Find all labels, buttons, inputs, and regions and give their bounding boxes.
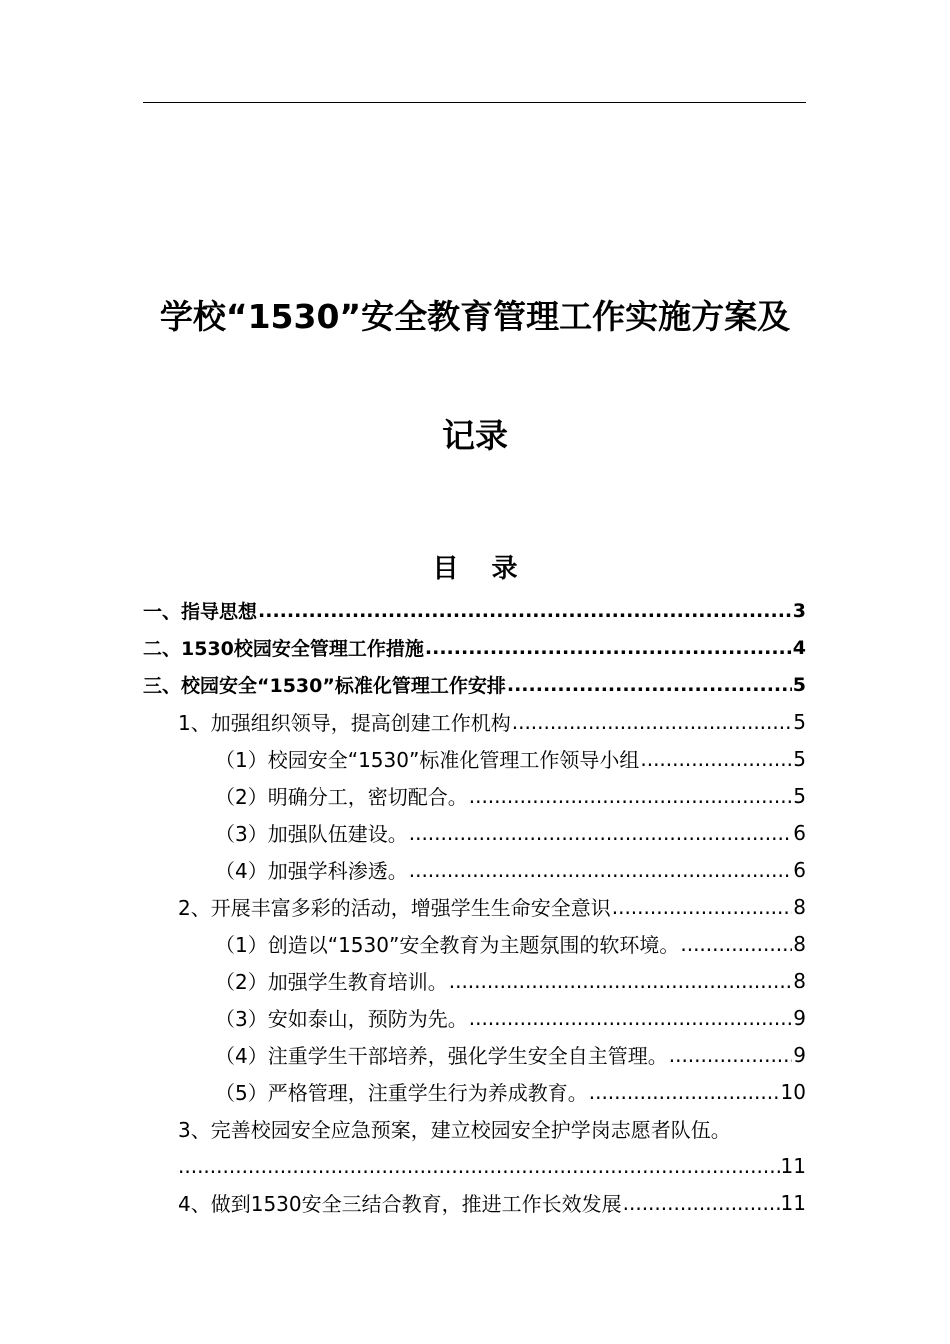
toc-entry-page: 8 bbox=[793, 894, 806, 919]
toc-leader-dots bbox=[612, 895, 793, 919]
toc-leader-dots bbox=[469, 1006, 793, 1030]
toc-entry-wrapped-line-1[interactable] bbox=[143, 1110, 806, 1147]
toc-entry[interactable] bbox=[143, 592, 806, 629]
toc-leader-dots bbox=[507, 674, 792, 696]
toc-leader-dots bbox=[623, 1191, 780, 1215]
toc-leader-dots bbox=[469, 784, 793, 808]
toc-entry-page: 9 bbox=[793, 1042, 806, 1067]
toc-leader-dots bbox=[640, 747, 792, 771]
toc-leader-dots bbox=[512, 710, 793, 734]
toc-entry[interactable] bbox=[143, 999, 806, 1036]
toc-entry[interactable] bbox=[143, 962, 806, 999]
toc-entry[interactable] bbox=[143, 888, 806, 925]
toc-entry[interactable] bbox=[143, 703, 806, 740]
toc-leader-dots bbox=[449, 969, 793, 993]
toc-entry-page: 9 bbox=[793, 1005, 806, 1030]
toc-leader-dots bbox=[409, 858, 793, 882]
toc-entry[interactable] bbox=[143, 814, 806, 851]
toc-entry[interactable] bbox=[143, 629, 806, 666]
toc-leader-dots bbox=[680, 932, 792, 956]
toc-entry-text: （4）加强学科渗透。 bbox=[215, 859, 408, 883]
toc-entry-text: 2、开展丰富多彩的活动，增强学生生命安全意识 bbox=[178, 896, 611, 920]
toc-heading: 目 录 bbox=[432, 554, 530, 584]
toc-leader-dots bbox=[178, 1154, 780, 1178]
toc-entry[interactable] bbox=[143, 1036, 806, 1073]
toc-entry-page: 3 bbox=[792, 599, 806, 622]
document-title-line-1: 学校“1530”安全教育管理工作实施方案及 bbox=[159, 297, 791, 336]
toc-entry-page: 5 bbox=[793, 746, 806, 771]
toc-entry[interactable] bbox=[143, 740, 806, 777]
toc-entry[interactable] bbox=[143, 1073, 806, 1110]
toc-entry-text: （3）安如泰山，预防为先。 bbox=[215, 1007, 468, 1031]
toc-entry-text: （1）创造以“1530”安全教育为主题氛围的软环境。 bbox=[215, 933, 680, 957]
toc-entry-page: 5 bbox=[793, 783, 806, 808]
toc-entry[interactable] bbox=[143, 1184, 806, 1221]
toc-entry-text: 4、做到1530安全三结合教育，推进工作长效发展 bbox=[178, 1192, 622, 1216]
header-rule bbox=[143, 102, 806, 103]
toc-entry-text: 一、指导思想 bbox=[143, 601, 258, 623]
toc-entry-page: 5 bbox=[793, 709, 806, 734]
toc-entry[interactable] bbox=[143, 925, 806, 962]
toc-entry-text: 二、1530校园安全管理工作措施 bbox=[143, 638, 424, 660]
toc-leader-dots bbox=[669, 1043, 793, 1067]
toc-entry-text: （1）校园安全“1530”标准化管理工作领导小组 bbox=[215, 748, 640, 772]
document-title-line-2: 记录 bbox=[442, 416, 508, 455]
toc-leader-dots bbox=[425, 637, 792, 659]
toc-entry-page: 8 bbox=[793, 968, 806, 993]
toc-entry-page: 11 bbox=[780, 1190, 806, 1215]
toc-entry-text: （4）注重学生干部培养，强化学生安全自主管理。 bbox=[215, 1044, 668, 1068]
toc-entry-page: 6 bbox=[793, 857, 806, 882]
toc-entry-text: （2）明确分工，密切配合。 bbox=[215, 785, 468, 809]
toc-entry-text: 1、加强组织领导，提高创建工作机构 bbox=[178, 711, 511, 735]
toc-entry-page: 8 bbox=[793, 931, 806, 956]
toc-entry-text: 3、完善校园安全应急预案，建立校园安全护学岗志愿者队伍。 bbox=[178, 1118, 731, 1142]
toc-entry-page: 4 bbox=[792, 636, 806, 659]
toc-entry-page: 5 bbox=[792, 673, 806, 696]
toc-entry-text: （3）加强队伍建设。 bbox=[215, 822, 408, 846]
table-of-contents bbox=[143, 592, 806, 1221]
toc-entry-page: 11 bbox=[780, 1153, 806, 1178]
toc-entry[interactable] bbox=[143, 777, 806, 814]
toc-entry[interactable] bbox=[143, 851, 806, 888]
toc-entry-wrapped-line-2[interactable] bbox=[143, 1147, 806, 1184]
toc-entry-page: 10 bbox=[780, 1079, 806, 1104]
toc-entry-page: 6 bbox=[793, 820, 806, 845]
toc-leader-dots bbox=[589, 1080, 780, 1104]
toc-entry[interactable] bbox=[143, 666, 806, 703]
toc-entry-text: 三、校园安全“1530”标准化管理工作安排 bbox=[143, 675, 506, 697]
toc-leader-dots bbox=[409, 821, 793, 845]
toc-leader-dots bbox=[258, 600, 792, 622]
toc-entry-text: （5）严格管理，注重学生行为养成教育。 bbox=[215, 1081, 588, 1105]
toc-entry-text: （2）加强学生教育培训。 bbox=[215, 970, 448, 994]
